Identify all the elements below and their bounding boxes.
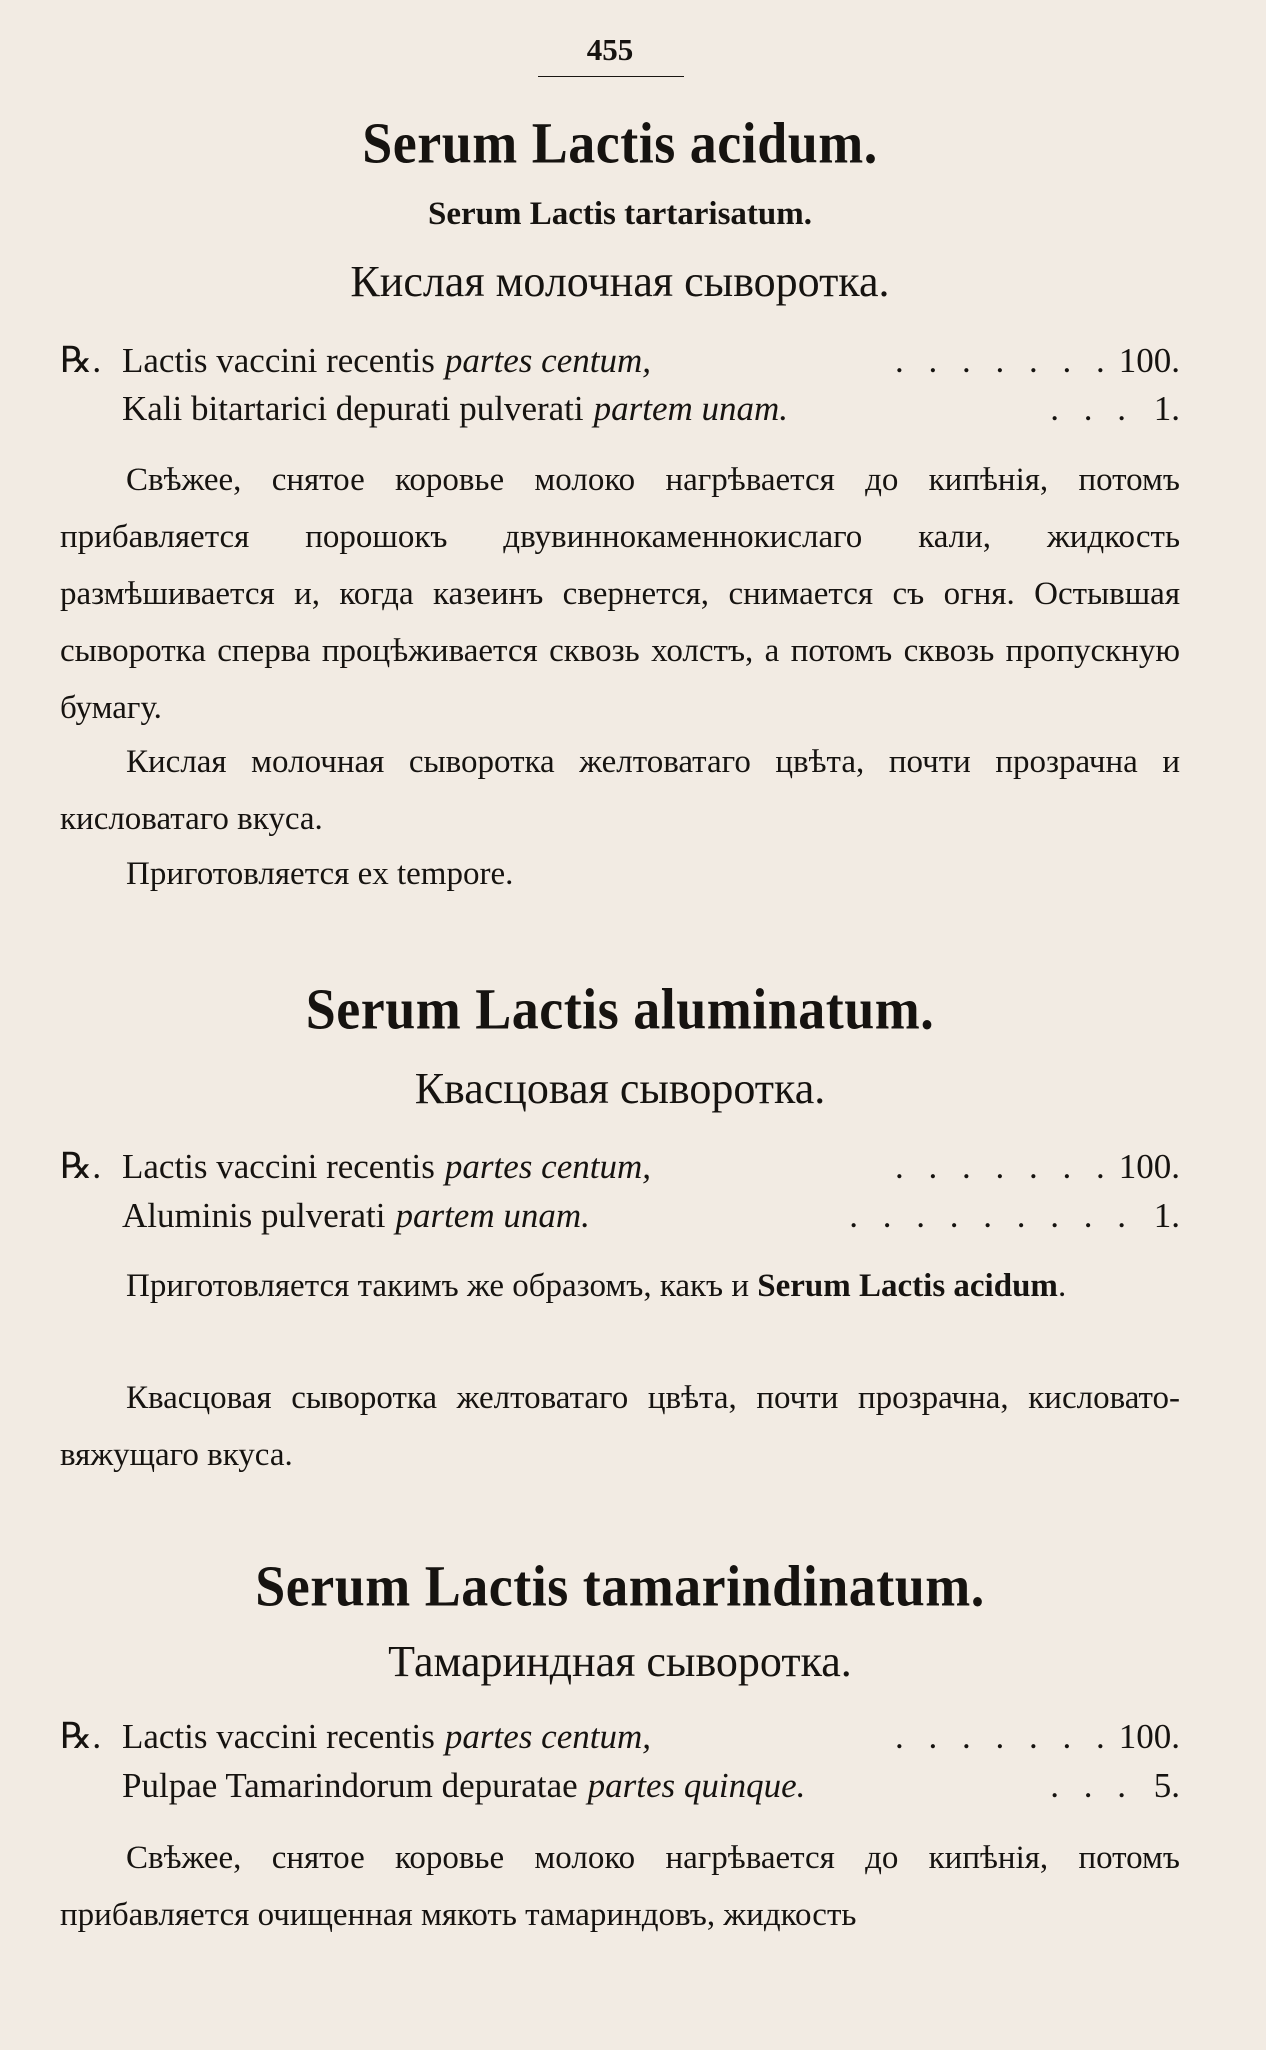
quantity-latin: partes centum, — [444, 341, 651, 380]
leader-dots: . . . — [1050, 389, 1134, 428]
section3-russian-title: Тамариндная сыворотка. — [388, 1637, 852, 1686]
section2-paragraph — [60, 1258, 1180, 1315]
rx-symbol: ℞. — [60, 1716, 102, 1756]
section2-russian-title: Квасцовая сыворотка. — [414, 1064, 826, 1113]
section3-title: Serum Lactis tamarindinatum. — [255, 1553, 985, 1619]
section1-synonym: Serum Lactis tartarisatum. — [427, 196, 812, 232]
quantity-latin: partes quinque. — [587, 1766, 806, 1805]
section1-paragraph: Свѣжее, снятое коровье молоко нагрѣвается до кипѣнія, потомъ прибавляется порошокъ двувиннокаменнокислаго кали, жидкость размѣшивается и, когда казеинъ свернется, снимается съ огня. Остывшая сыворотка сперва процѣживается сквозь холстъ, а потомъ сквозь пропускную бумагу. — [60, 462, 1180, 726]
page-number: 455 — [586, 32, 634, 67]
quantity-latin: partes centum, — [444, 1147, 651, 1186]
section1-paragraph: Приготовляется ex tempore. — [126, 856, 514, 892]
section1-russian-title: Кислая молочная сыворотка. — [350, 257, 890, 306]
leader-dots: . . . . . . . — [895, 1147, 1113, 1186]
ingredient: Aluminis pulverati — [122, 1196, 386, 1235]
section1-recipe-row — [60, 385, 1180, 433]
quantity-latin: partem unam. — [395, 1196, 590, 1235]
amount: 100. — [1118, 1147, 1180, 1186]
section2-recipe-row — [60, 1142, 1180, 1190]
amount: 1. — [1153, 1196, 1180, 1235]
section2-recipe-row — [60, 1192, 1180, 1240]
paragraph-text: Приготовляется такимъ же образомъ, какъ и — [126, 1268, 758, 1304]
amount: 100. — [1118, 1717, 1180, 1756]
leader-dots: . . . . . . . . . — [849, 1196, 1134, 1235]
leader-dots: . . . . . . . — [895, 1717, 1113, 1756]
rx-symbol: ℞. — [60, 340, 102, 380]
leader-dots: . . . . . . . — [895, 341, 1113, 380]
ingredient: Lactis vaccini recentis — [122, 1717, 435, 1756]
section2-paragraph: Квасцовая сыворотка желтоватаго цвѣта, почти прозрачна, кисловато-вяжущаго вкуса. — [60, 1380, 1180, 1473]
ingredient: Pulpae Tamarindorum depuratae — [122, 1766, 578, 1805]
section1-title: Serum Lactis acidum. — [362, 110, 878, 176]
paragraph-end: . — [1057, 1268, 1067, 1304]
quantity-latin: partes centum, — [444, 1717, 651, 1756]
section3-paragraph: Свѣжее, снятое коровье молоко нагрѣвается до кипѣнія, потомъ прибавляется очищенная мякоть тамариндовъ, жидкость — [60, 1840, 1180, 1933]
leader-dots: . . . — [1050, 1766, 1134, 1805]
rx-symbol: ℞. — [60, 1146, 102, 1186]
cross-reference: Serum Lactis acidum — [757, 1268, 1058, 1304]
ingredient: Lactis vaccini recentis — [122, 341, 435, 380]
section2-title: Serum Lactis aluminatum. — [305, 976, 935, 1042]
quantity-latin: partem unam. — [593, 389, 789, 428]
section3-recipe-row — [60, 1762, 1180, 1810]
ingredient: Kali bitartarici depurati pulverati — [122, 389, 584, 428]
amount: 1. — [1153, 389, 1180, 428]
section1-paragraph: Кислая молочная сыворотка желтоватаго цвѣта, почти прозрачна и кисловатаго вкуса. — [60, 744, 1180, 837]
section1-recipe-row — [60, 336, 1180, 384]
amount: 100. — [1118, 341, 1180, 380]
page-number-rule — [538, 76, 684, 77]
section3-recipe-row — [60, 1712, 1180, 1760]
ingredient: Lactis vaccini recentis — [122, 1147, 435, 1186]
amount: 5. — [1153, 1766, 1180, 1805]
